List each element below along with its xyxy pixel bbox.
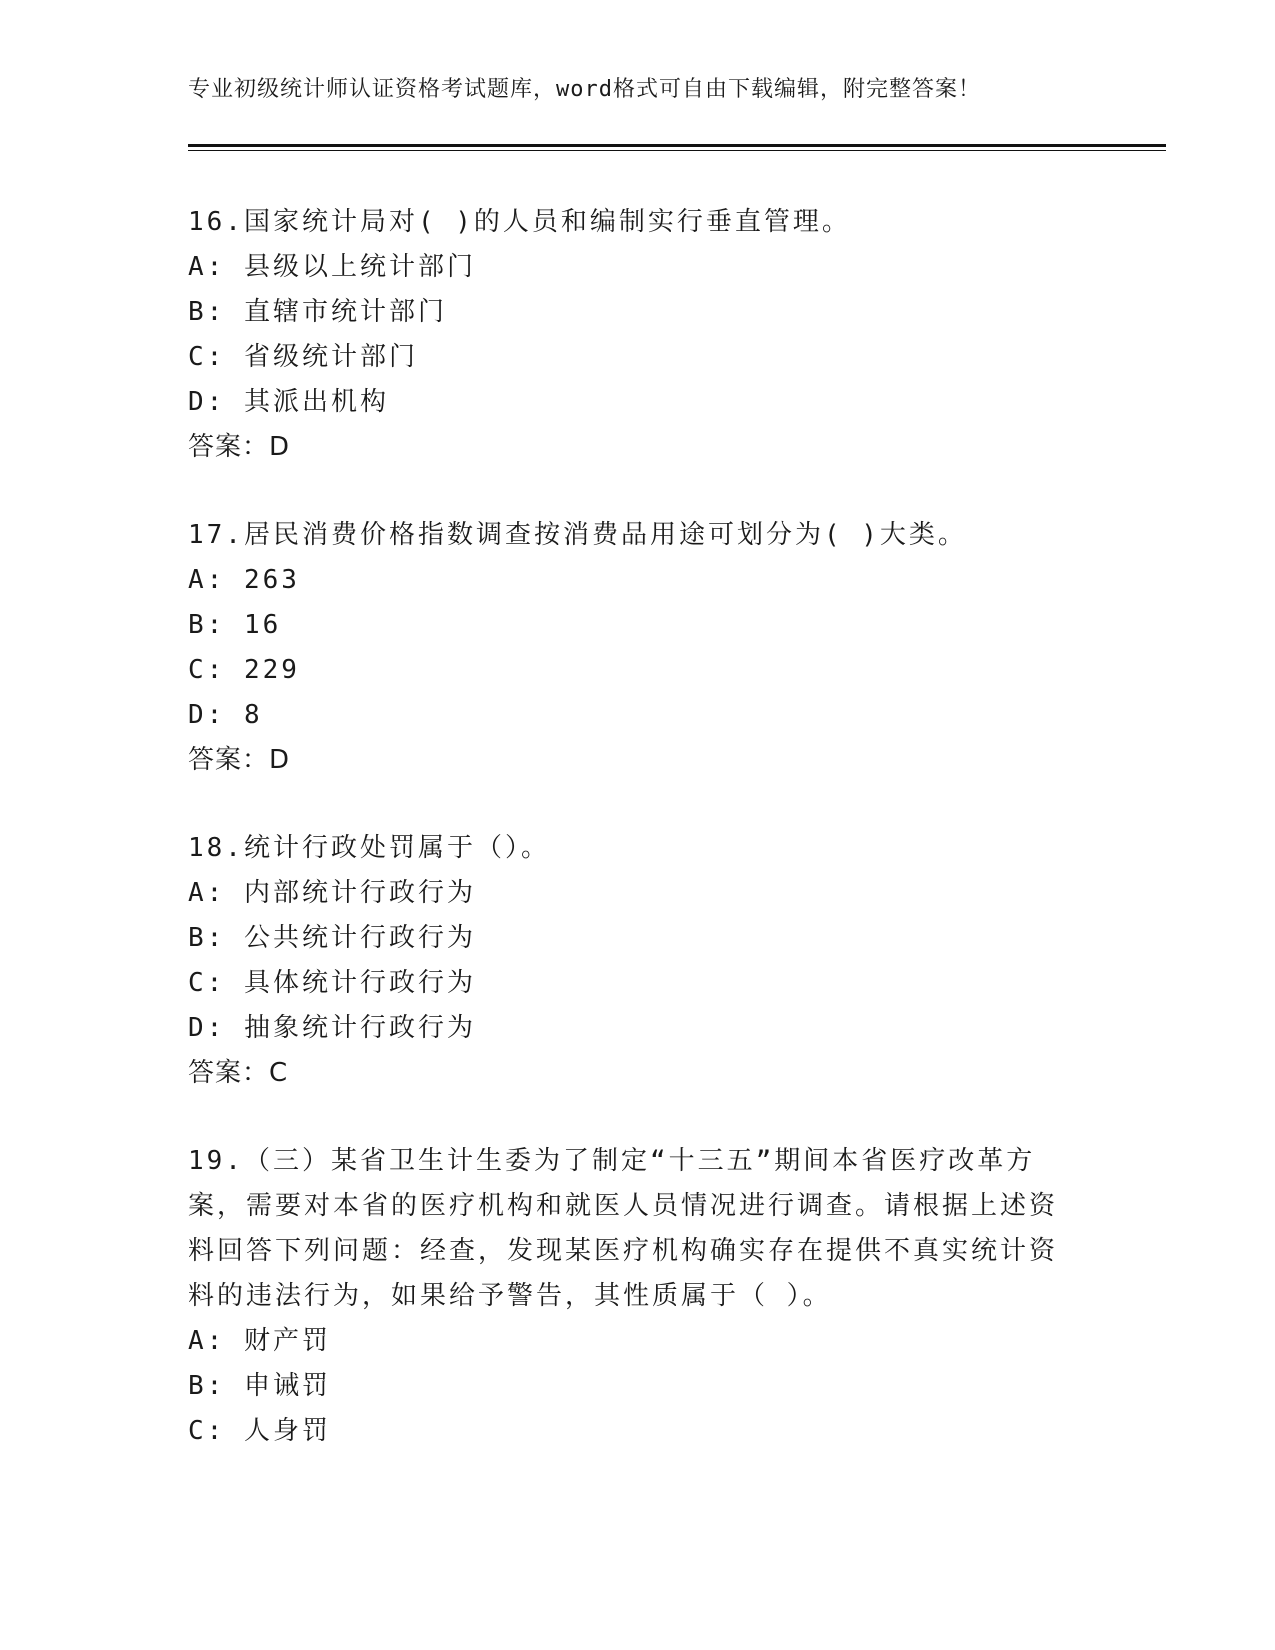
answer: 答案：D <box>188 745 291 775</box>
question-16 <box>188 200 1088 470</box>
question-stem: 16.国家统计局对( )的人员和编制实行垂直管理。 <box>188 207 851 237</box>
option-c: C: 具体统计行政行为 <box>188 968 476 998</box>
option-b: B: 公共统计行政行为 <box>188 923 476 953</box>
option-c: C: 人身罚 <box>188 1416 331 1446</box>
question-stem: 18.统计行政处罚属于（）。 <box>188 833 550 863</box>
header-rule-thick <box>188 144 1166 147</box>
question-18 <box>188 826 1088 1096</box>
option-a: A: 263 <box>188 565 300 595</box>
header-rule-thin <box>188 150 1166 151</box>
option-b: B: 直辖市统计部门 <box>188 297 447 327</box>
option-d: D: 8 <box>188 700 263 730</box>
option-d: D: 抽象统计行政行为 <box>188 1013 476 1043</box>
answer: 答案：C <box>188 1058 289 1088</box>
question-17 <box>188 513 1088 783</box>
option-c: C: 229 <box>188 655 300 685</box>
question-stem: 17.居民消费价格指数调查按消费品用途可划分为( )大类。 <box>188 520 967 550</box>
question-stem: 19.（三）某省卫生计生委为了制定“十三五”期间本省医疗改革方案，需要对本省的医疗机构和就医人员情况进行调查。请根据上述资料回答下列问题：经查，发现某医疗机构确实存在提供不真实统计资料的违法行为，如果给予警告，其性质属于（ ）。 <box>188 1146 1059 1311</box>
question-19 <box>188 1139 1088 1454</box>
question-list <box>188 200 1088 1497</box>
page-header: 专业初级统计师认证资格考试题库，word格式可自由下载编辑，附完整答案！ <box>188 77 981 102</box>
answer: 答案：D <box>188 432 291 462</box>
option-a: A: 县级以上统计部门 <box>188 252 476 282</box>
option-b: B: 申诫罚 <box>188 1371 331 1401</box>
option-d: D: 其派出机构 <box>188 387 389 417</box>
option-c: C: 省级统计部门 <box>188 342 418 372</box>
option-a: A: 内部统计行政行为 <box>188 878 476 908</box>
option-b: B: 16 <box>188 610 282 640</box>
option-a: A: 财产罚 <box>188 1326 331 1356</box>
